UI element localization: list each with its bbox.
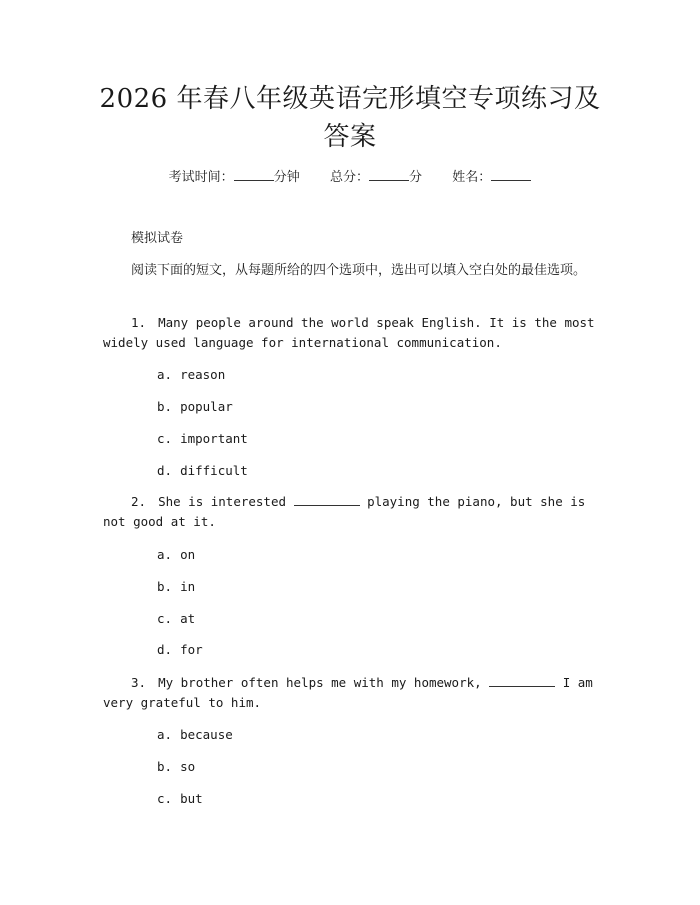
question-3: 3. My brother often helps me with my homework, I am very grateful to him.: [103, 675, 593, 710]
answer-blank: [489, 674, 555, 687]
option-1a: a. reason: [157, 367, 226, 382]
time-unit: 分钟: [273, 170, 300, 185]
option-3b: b. so: [157, 759, 196, 774]
option-1b: b. popular: [157, 399, 233, 414]
name-blank: [491, 168, 531, 181]
option-1c: c. important: [157, 431, 248, 446]
option-2a: a. on: [157, 547, 196, 562]
question-2: 2. She is interested playing the piano, but she is not good at it.: [103, 494, 586, 529]
time-label: 考试时间：: [168, 170, 234, 185]
score-unit: 分: [409, 170, 423, 185]
question-number: 3.: [131, 675, 147, 690]
section-label: 模拟试卷: [131, 231, 184, 246]
question-text: Many people around the world speak English. It is the most widely used language for international communication.: [103, 315, 595, 350]
answer-blank: [294, 493, 360, 506]
exam-info-line: [0, 168, 700, 188]
name-label: 姓名：: [452, 170, 492, 185]
option-1d: d. difficult: [157, 463, 248, 478]
question-number: 1.: [131, 315, 147, 330]
instruction-text: 阅读下面的短文，从每题所给的四个选项中，选出可以填入空白处的最佳选项。: [131, 263, 587, 278]
time-blank: [234, 168, 274, 181]
option-2c: c. at: [157, 611, 196, 626]
option-3c: c. but: [157, 791, 203, 806]
question-1: [103, 313, 603, 353]
question-number: 2.: [131, 494, 147, 509]
option-2d: d. for: [157, 642, 203, 657]
score-label: 总分：: [329, 170, 369, 185]
score-blank: [369, 168, 409, 181]
option-2b: b. in: [157, 579, 196, 594]
option-3a: a. because: [157, 727, 233, 742]
document-title: 2026 年春八年级英语完形填空专项练习及答案: [99, 84, 601, 152]
